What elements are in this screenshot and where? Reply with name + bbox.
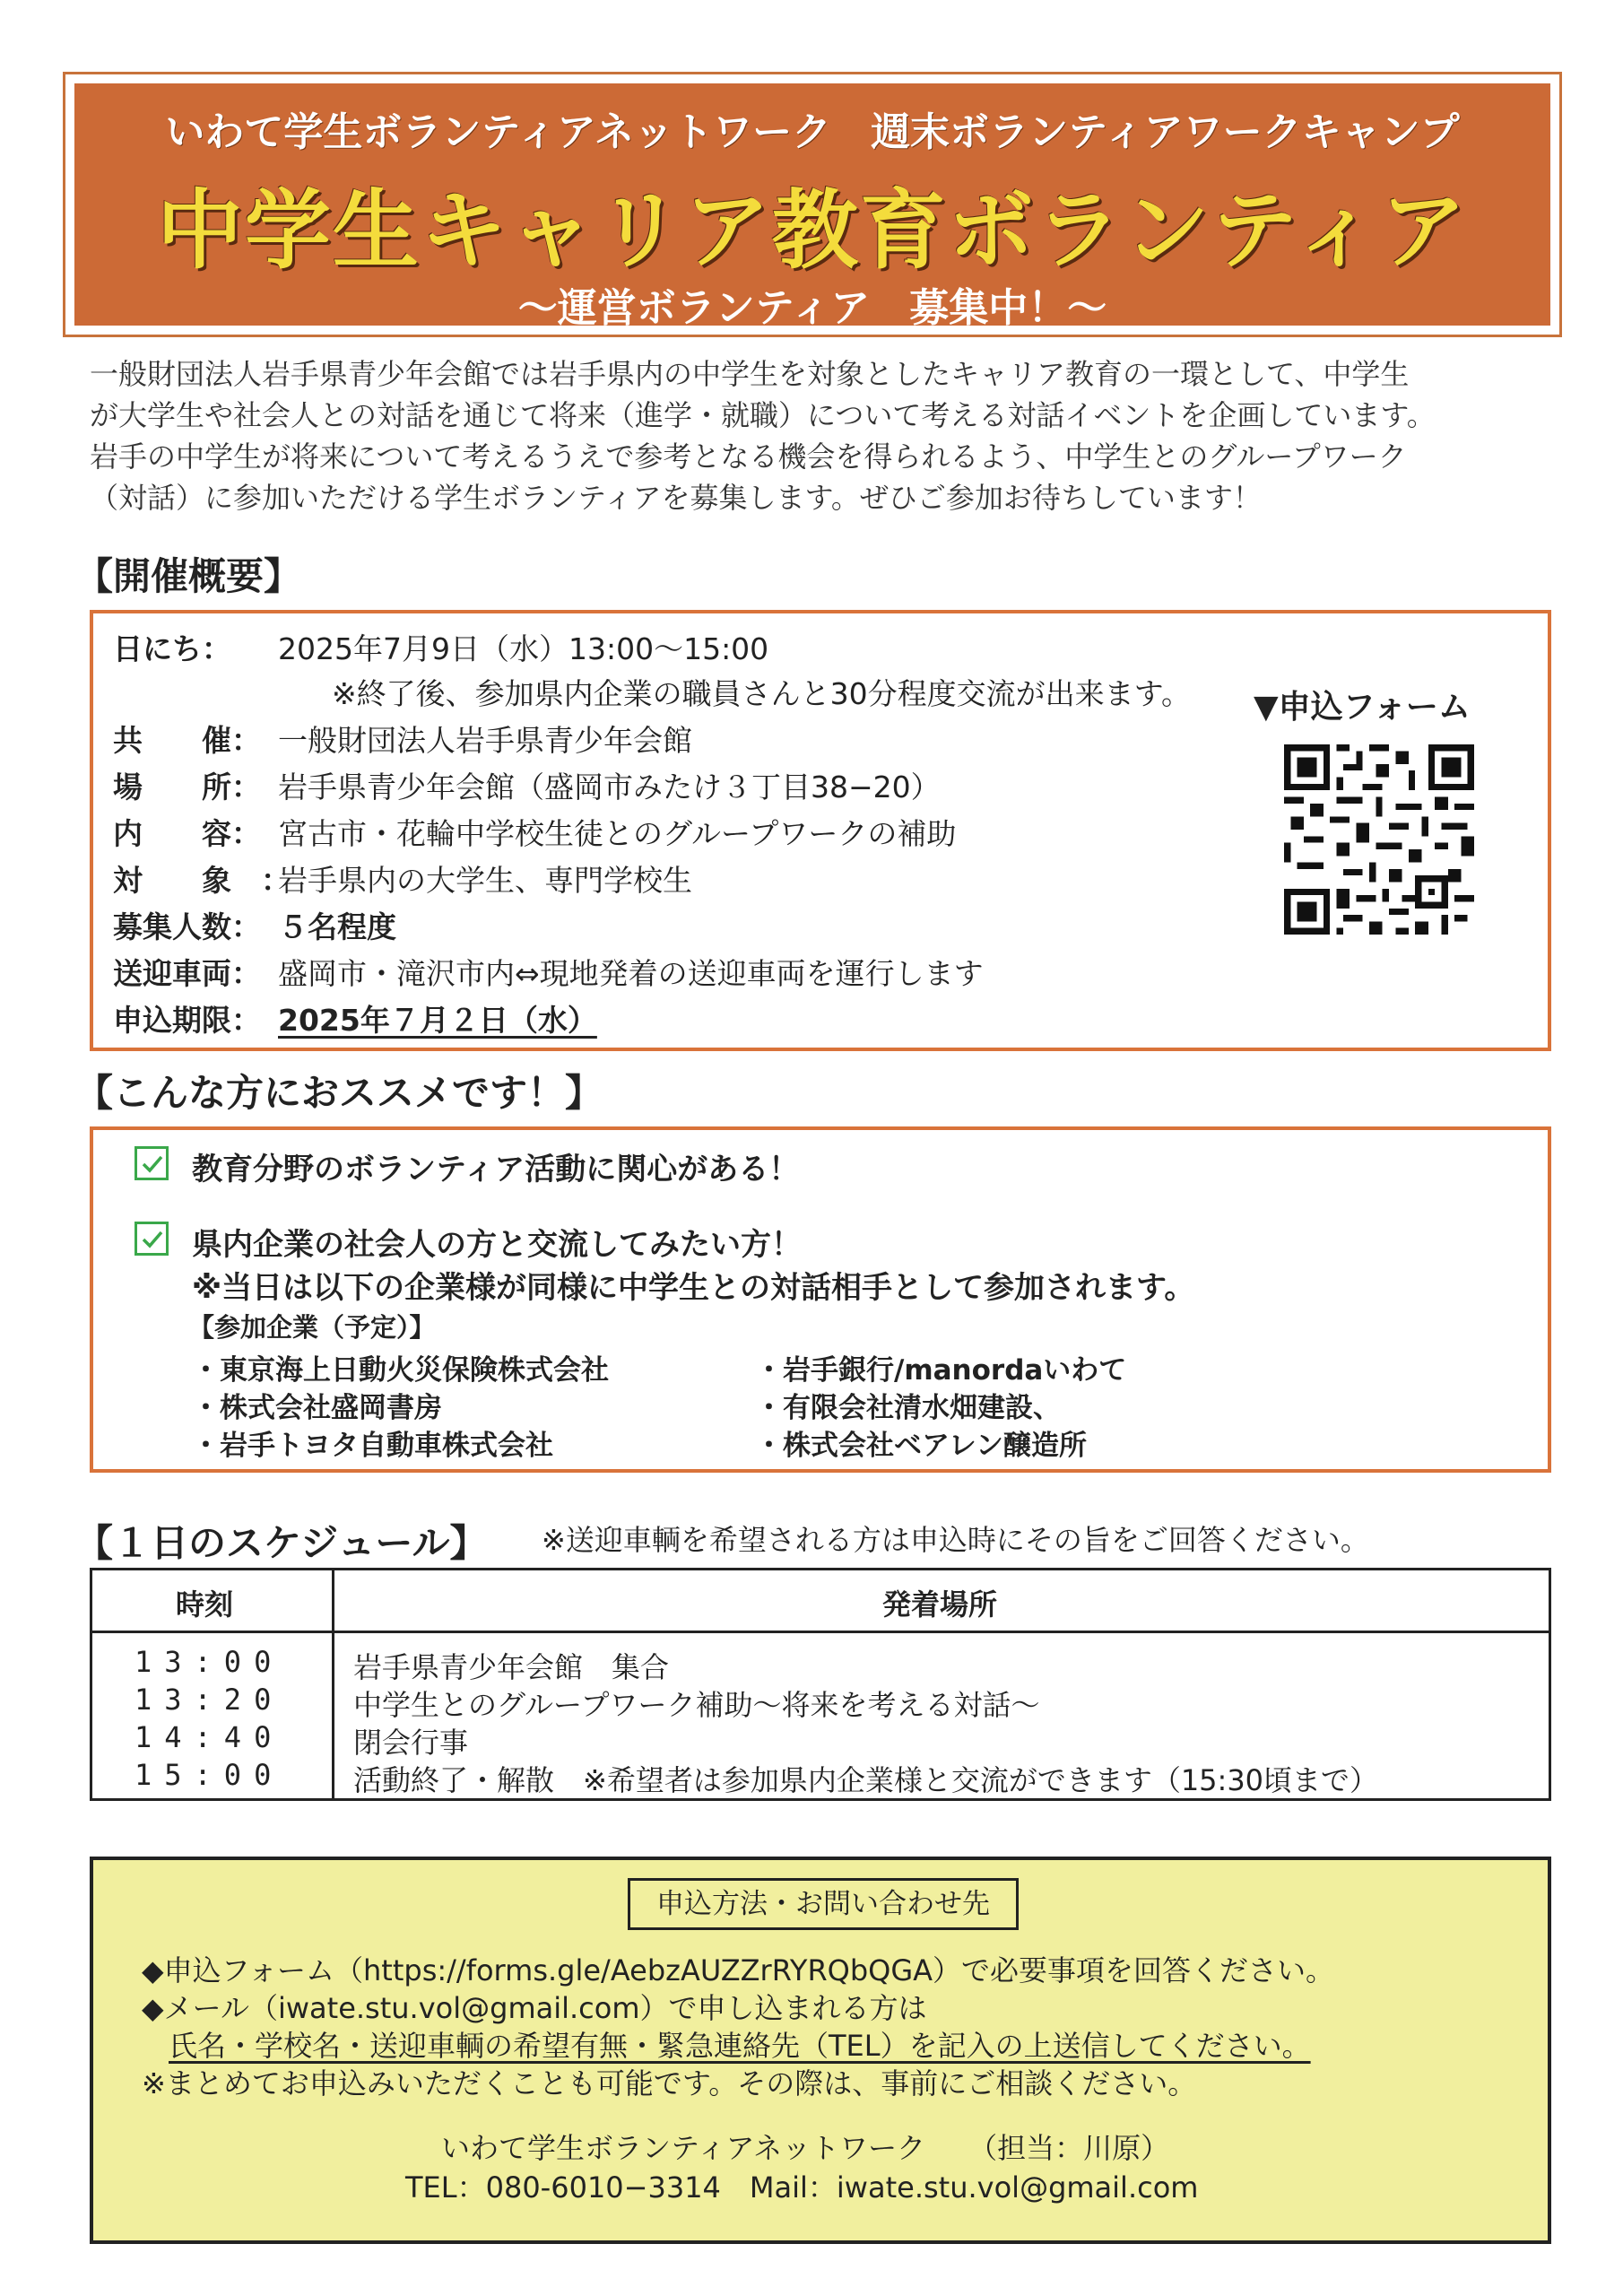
column-header-time: 時刻: [176, 1587, 234, 1622]
intro-line: が大学生や社会人との対話を通じて将来（進学・就職）について考える対話イベントを企画しています。: [90, 398, 1436, 432]
contact-organization: いわて学生ボランティアネットワーク （担当：川原）: [441, 2131, 1170, 2165]
checkbox-icon: [135, 1222, 169, 1256]
qr-code-icon[interactable]: [1284, 744, 1474, 935]
organizer-label: 共 催：: [113, 723, 261, 758]
contact-form-line: ◆申込フォーム（https://forms.gle/AebzAUZZrRYRQbQGA）で必要事項を回答ください。: [142, 1953, 1335, 1987]
companies-heading: 【参加企業（予定）】: [188, 1312, 436, 1343]
schedule-place: 岩手県青少年会館 集合: [353, 1650, 670, 1684]
content-label: 内 容：: [113, 816, 261, 851]
recommend-item-1: 教育分野のボランティア活動に関心がある！: [192, 1152, 800, 1187]
schedule-place: 中学生とのグループワーク補助～将来を考える対話～: [353, 1688, 1040, 1722]
date-note: ※終了後、参加県内企業の職員さんと30分程度交流が出来ます。: [332, 676, 1192, 711]
contact-required-fields: 氏名・学校名・送迎車輌の希望有無・緊急連絡先（TEL）を記入の上送信してください。: [169, 2029, 1311, 2063]
table-divider: [90, 1631, 1551, 1633]
schedule-time: 14:40: [135, 1720, 284, 1754]
company-item: ・東京海上日動火災保険株式会社: [192, 1354, 609, 1387]
recommend-note: ※当日は以下の企業様が同様に中学生との対話相手として参加されます。: [192, 1270, 1195, 1306]
venue-label: 場 所：: [113, 770, 261, 804]
company-item: ・岩手トヨタ自動車株式会社: [192, 1430, 553, 1462]
schedule-place: 活動終了・解散 ※希望者は参加県内企業様と交流ができます（15:30頃まで）: [353, 1763, 1379, 1797]
banner-organization: いわて学生ボランティアネットワーク 週末ボランティアワークキャンプ: [165, 109, 1460, 155]
shuttle-label: 送迎車両：: [113, 956, 261, 991]
intro-line: （対話）に参加いただける学生ボランティアを募集します。ぜひご参加お待ちしています！: [90, 481, 1262, 515]
contact-tel-mail: TEL：080-6010−3314 Mail：iwate.stu.vol@gmail.com: [405, 2170, 1199, 2205]
deadline-label: 申込期限：: [113, 1003, 261, 1038]
header-banner: [63, 72, 1562, 337]
date-value: 2025年7月9日（水）13:00～15:00: [278, 631, 769, 666]
table-divider: [332, 1568, 334, 1801]
qr-caption: ▼申込フォーム: [1254, 689, 1471, 726]
company-item: ・株式会社盛岡書房: [192, 1392, 442, 1424]
target-value: 岩手県内の大学生、専門学校生: [278, 863, 692, 898]
column-header-place: 発着場所: [882, 1587, 998, 1622]
contact-mail-line: ◆メール（iwate.stu.vol@gmail.com）で申し込まれる方は: [142, 1991, 927, 2025]
organizer-value: 一般財団法人岩手県青少年会館: [278, 723, 692, 758]
date-label: 日にち：: [113, 631, 231, 666]
venue-value: 岩手県青少年会館（盛岡市みたけ３丁目38−20）: [278, 770, 941, 804]
company-item: ・株式会社ベアレン醸造所: [755, 1430, 1087, 1462]
banner-subtitle: ～運営ボランティア 募集中！～: [517, 285, 1107, 331]
schedule-note: ※送迎車輌を希望される方は申込時にその旨をご回答ください。: [542, 1523, 1369, 1557]
company-item: ・岩手銀行/manordaいわて: [755, 1354, 1127, 1387]
header-banner-fill: [74, 83, 1550, 331]
shuttle-value: 盛岡市・滝沢市内⇔現地発着の送迎車両を運行します: [278, 956, 984, 991]
schedule-place: 閉会行事: [353, 1726, 469, 1760]
banner-title: 中学生キャリア教育ボランティア: [156, 180, 1469, 281]
intro-line: 一般財団法人岩手県青少年会館では岩手県内の中学生を対象としたキャリア教育の一環として、中学生: [90, 357, 1410, 391]
recommend-item-2: 県内企業の社会人の方と交流してみたい方！: [192, 1227, 802, 1263]
schedule-time: 13:20: [135, 1683, 284, 1717]
contact-title: 申込方法・お問い合わせ先: [628, 1878, 1019, 1930]
schedule-time: 13:00: [135, 1645, 284, 1679]
intro-line: 岩手の中学生が将来について考えるうえで参考となる機会を得られるよう、中学生とのグループワーク: [90, 439, 1407, 474]
company-item: ・有限会社清水畑建設、: [755, 1392, 1061, 1424]
overview-heading: 【開催概要】: [75, 554, 302, 598]
contact-note: ※まとめてお申込みいただくことも可能です。その際は、事前にご相談ください。: [142, 2066, 1197, 2100]
schedule-heading: 【１日のスケジュール】: [75, 1521, 488, 1565]
recommend-heading: 【こんな方におススメです！】: [75, 1071, 603, 1115]
target-label: 対 象 ：: [113, 863, 291, 898]
capacity-value: ５名程度: [278, 909, 396, 944]
capacity-label: 募集人数：: [113, 909, 261, 944]
schedule-time: 15:00: [135, 1758, 284, 1792]
checkbox-icon: [135, 1146, 169, 1180]
deadline-value: 2025年７月２日（水）: [278, 1003, 597, 1038]
content-value: 宮古市・花輪中学校生徒とのグループワークの補助: [278, 816, 957, 851]
